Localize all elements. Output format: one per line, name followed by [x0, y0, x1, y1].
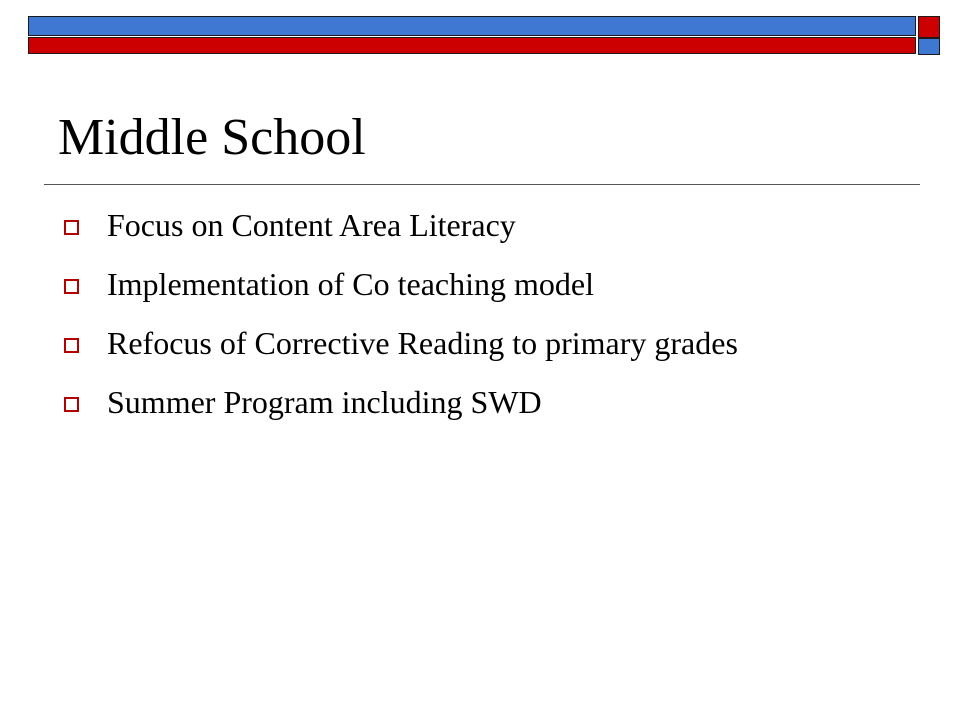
header-corner-blue-square [918, 38, 940, 55]
header-red-bar [28, 37, 916, 54]
header-blue-bar [28, 16, 916, 36]
bullet-list [64, 206, 864, 442]
bullet-text: Focus on Content Area Literacy [107, 207, 516, 243]
hollow-square-bullet-icon [64, 397, 79, 412]
slide-title: Middle School [58, 109, 366, 166]
bullet-text: Implementation of Co teaching model [107, 266, 594, 302]
bullet-item [64, 383, 864, 422]
title-divider [44, 184, 920, 185]
bullet-item [64, 206, 864, 245]
hollow-square-bullet-icon [64, 338, 79, 353]
bullet-text: Summer Program including SWD [107, 384, 542, 420]
bullet-item [64, 324, 864, 363]
hollow-square-bullet-icon [64, 279, 79, 294]
bullet-text: Refocus of Corrective Reading to primary grades [107, 325, 738, 361]
header-corner-red-square [918, 16, 940, 38]
bullet-item [64, 265, 864, 304]
hollow-square-bullet-icon [64, 220, 79, 235]
